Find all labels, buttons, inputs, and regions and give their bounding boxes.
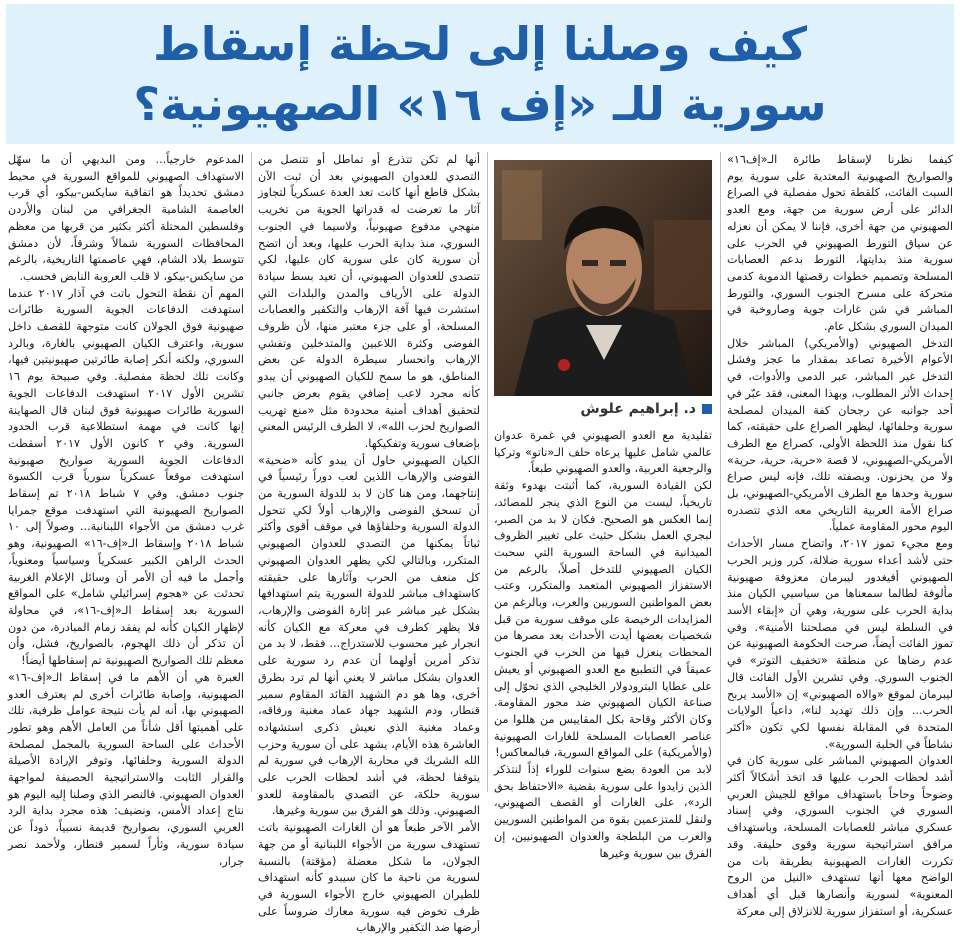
- article-column-2: [494, 428, 712, 860]
- column-divider: [720, 152, 721, 792]
- author-photo: [494, 160, 712, 396]
- col2-paragraph-2: لكن القيادة السورية، كما أثبتت بهدوء وثقة تاريخياً، ليست من النوع الذي ينجر للمصائد، إنما العكس هو الصحيح. فكان لا بد من الصبر، لبجري العمل بشكل حثيث على تغيير الظروف الميدانية في الساحة السورية التي سحبت الكيان الصهيوني للتدخل أصلاً، بالرغم من الاستفزاز الصهيوني المتعمد والمتكرر، وعتب بعض المواطنين السوريين والعرب، وبالرغم من المزايدات الرخيصة على موقف سورية من قبل شخصيات بعضها أيدت الأحداث بعد مصرها من المحطات ينعزل فيها من الحرب في الجنوب عميقاً في التطبيع مع العدو الصهيوني أو يعيش على عطايا البترودولار الخليجي الذي تحوّل إلى صناعة الكيان الصهيوني ضد محور المقاومة. وكان الأكثر وقاحة بكل المقاييس من هللوا من عناصر العصابات المسلحة للغارات الصهيونية (والأمريكية) على المواقع السورية، فبالمعاكس!: [494, 479, 712, 760]
- headline-line-1: كيف وصلنا إلى لحظة إسقاط: [152, 17, 808, 71]
- col3-paragraph-3: الأمر الآخر طبعاً هو أن الغارات الصهيونية باتت تستهدف سورية من الأجواء اللبنانية أو من جهة الجولان، ما شكل معضلة (مؤقتة) بالنسبة لسورية من ناحية ما كان سيبدو كأنه استهداف للطيران الصهيوني خارج الأجواء السورية في ظرف تخوض فيه سورية معارك ضروساً على أرضها ضد التكفير والإرهاب: [258, 821, 480, 935]
- col3-paragraph-2: الكيان الصهيوني حاول أن يبدو كأنه «ضحية» الفوضى والإرهاب اللذين لعب دوراً رئيسياً في إنتاجهما، ومن هنا كان لا بد للدولة السورية من أن تسحق الفوضى والإرهاب أولاً لكي تتحول الدولة السورية وحلفاؤها في موقف أقوى وأكثر ثباتاً يمكنها من التصدي للعدوان الصهيوني المتكرر، وبالتالي لكي يظهر العدوان الصهيوني كل منعف من الحرب وآثارها على حقيقته كاستهداف مباشر للدولة السورية يتم استهدافها بشكل غير مباشر عبر إثارة الفوضى والإرهاب، فلا يظهر كطرف في معركة مع الكيان كأنه انجرار غير محسوب للاستدراج... فقط، لا بد من تذكر أمرين أولهما أن عدم رد سورية على العدوان بشكل مباشر لا يعني أنها لم ترد بطرق أخرى، وها هو دم الشهيد القائد المقاوم سمير قنطار، ودم الشهيد جهاد عماد مغنية ورفاقه، وعماد مغنية الذي نعيش ذكرى استشهاده العاشرة هذه الأيام، يشهد على أن سورية وحزب الله الشريك في محاربة الإرهاب في سورية لم يتوقفا لحظة، في أشد لحظات الحرب على سورية حلكة، عن التصدي بالمقاومة للعدو الصهيوني. وذلك هو الفرق بين سورية وغيرها.: [258, 453, 480, 818]
- article-column-4: [8, 152, 244, 868]
- col1-paragraph-3: ومع مجيء تموز ٢٠١٧، واتضاح مسار الأحداث حتى لأشد أعداء سورية ضلالة، كرر وزير الحرب الصهيوني أفيغدور ليبرمان معزوفة صهيونية مألوفة لطالما سمعناها من سياسيي الكيان منذ بداية الحرب على سورية، وهي أن «إبقاء الأسد في السلطة ليس في مصلحتنا الأمنية». وفي تموز الفائت أيضاً، صرحت الحكومة الصهيونية عن عدم رضاها عن منطقة «تخفيف التوتر» في الجنوب السوري. وفي تشرين الأول الفائت قال ليبرمان لموقع «والاه الصهيوني» إن «الأسد يربح الحرب... وإن ذلك تهديد لنا»، داعياً الولايات المتحدة في المقابلة نفسها لكي تكون «أكثر نشاطاً في الحلبة السورية».: [727, 537, 953, 751]
- col4-paragraph-2: المهم أن نقطة التحول باتت في آذار ٢٠١٧ عندما استهدفت الدفاعات الجوية السورية طائرات صهيونية فوق الجولان كانت متوجهة للقصف داخل سورية، واعترف الكيان الصهيوني بالغارة، وبالرد السوري، ولكنه أنكر إصابة طائرتين صهيونيتين فيها، وكانت تلك لحظة مفصلية. وفي صبيحة يوم ١٦ تشرين الأول ٢٠١٧ استهدفت الدفاعات الجوية السورية طائرات صهيونية فوق لبنان قال الصهاينة إنها كانت في مهمة استطلاعية قرب الحدود السورية. وفي ٢ كانون الأول ٢٠١٧ أسقطت الدفاعات الجوية السورية صواريخ صهيونية استهدفت موقعاً عسكرياً سورياً قرب الكسوة جنوب دمشق. وفي ٧ شباط ٢٠١٨ تم إسقاط الصواريخ الصهيونية التي استهدفت موقع جمرايا غرب دمشق من الأجواء اللبنانية... وصولاً إلى ١٠ شباط ٢٠١٨ وإسقاط الـ«إف-١٦» الصهيونية، وهو الحدث الراهن الكبير عسكرياً وسياسياً ومعنوياً، وأجمل ما فيه أن الأمر أن وسائل الإعلام الغربية تحدثت عن «هجوم إسرائيلي شامل» على المواقع السورية بعد إسقاط الـ«إف-١٦»، في محاولة لإظهار الكيان كأنه لم يفقد زمام المبادرة، من دون أن تذكر أن ذلك الهجوم، بالصواريخ، فشل، وأن معظم تلك الصواريخ الصهيونية تم إسقاطها أيضاً!: [8, 286, 244, 668]
- column-divider: [251, 152, 252, 792]
- headline-line-2: سورية للـ «إف ١٦» الصهيونية؟: [133, 77, 827, 131]
- col3-paragraph-1: أنها لم تكن تتذرع أو تماطل أو تتنصل من التصدي للعدوان الصهيوني بعد أن ثبت الآن بشكل قاطع أنها كانت تعد العدة عسكرياً لتجاوز آثار ما تعرضت له قدراتها الجوية من تخريب منهجي مدفوع صهيونياً، ولاسيما في الجنوب السوري، منذ بداية الحرب عليها، وبعد أن اتضح أن سورية كان على سورية كان عليها، لكي تتصدى للعدوان الصهيوني، أن تعيد بسط سيادة الدولة على الأرياف والمدن والبلدات التي استشرت فيها آفة الإرهاب والتكفير والعصابات المسلحة، أو على جزء معتبر منها، لأن ظروف الفوضى وكثرة اللاعبين والمتدخلين وتفشي الإرهاب وانحسار سيطرة الدولة عن بعض المناطق، هو ما سمح للكيان الصهيوني أن يبدو كأنه مجرد لاعب إضافي يقوم بعرض جانبي لتحقيق أهداف أمنية محدودة مثل «منع تهريب الصواريخ لحزب الله»، لا الطرف الرئيس المعني بإضعاف سورية وتفكيكها.: [258, 153, 480, 450]
- author-portrait-illustration: [494, 160, 712, 396]
- col2-paragraph-3: لابد من العودة بضع سنوات للوراء إذاً لنتذكر الذين زايدوا على سورية بقضية «الاحتفاظ بحق الرد»، على الغارات أو القصف الصهيوني، ولنقل للمتزعمين بقوة من المواطنين السوريين والعرب من البلطجة والعدوان الصهيونيين، إن الفرق بين سورية وغيرها: [494, 763, 712, 860]
- photo-caption: [494, 398, 712, 420]
- author-photo-block: [494, 160, 712, 422]
- col1-paragraph-4: العدوان الصهيوني المباشر على سورية كان في أشد لحظات الحرب عليها قد اتخذ أشكالاً أكثر وضوحاً وحاحاً باستهداف مواقع للجيش العربي السوري في الجنوب السوري، وفي إسناد عسكري مباشر للعصابات المسلحة، وباستهداف مرافق استراتيجية سورية وقوى حليفة. وقد تكررت الغارات الصهيونية بطريقة بات من الواضح معها أنها تستهدف «النيل من الروح المعنوية» لسورية وأنصارها قبل أي أهداف عسكرية، أو استفزاز سورية للانزلاق إلى معركة: [727, 754, 953, 918]
- photo-caption-text: د. إبراهيم علوش: [580, 401, 696, 417]
- headline-banner: [6, 4, 954, 144]
- col4-paragraph-3: العبرة هي أن الأهم ما في إسقاط الـ«إف-١٦» الصهيونية، وإصابة طائرات أخرى لم يعترف العدو الصهيوني بها، أنه لم يأت نتيجة عوامل ظرفية، تلك على أهميتها أقل شأناً من العامل الأهم وهو تطور الأحداث على الساحة السورية بالمجمل لمصلحة الدولة السورية وحلفائها، وتوفر الإرادة الأصيلة والقرار الثابت والاستراتيجية الحصيفة لمواجهة العدوان الصهيوني. فالنصر الذي وصلنا إليه اليوم هو نتاج إعداد الأمس، ونضيف: هذه مجرد بداية الرد العربي السوري، بصواريخ قديمة نسبياً، ذوداً عن سيادة سورية، وثأراً لسمير قنطار، ولأحمد نصر جرار،: [8, 670, 244, 868]
- column-divider: [487, 152, 488, 792]
- col4-paragraph-1: المدعوم خارجياً... ومن البديهي أن ما سهّل الاستهداف الصهيوني للمواقع السورية في محيط دمشق تحديداً هو اتفاقية سايكس-بيكو، أي قرب العاصمة الشامية الجغرافي من لبنان والأردن وفلسطين المحتلة أكثر بكثير من قربها من معظم المحافظات السورية شمالاً وشرقاً، لأن دمشق تتوسط بلاد الشام، فهي عاصمتها التاريخية، بالرغم من سايكس-بيكو، لا قلب العروبة النابض فحسب.: [8, 153, 244, 283]
- article-column-3: [258, 152, 480, 935]
- col1-paragraph-1: كيفما نظرنا لإسقاط طائرة الـ«إف١٦» والصواريخ الصهيونية المعتدية على سورية يوم السبت الفائت، كلقطة تحول مفصلية في الصراع الدائر على أرض سورية من جهة، ومع العدو الصهيوني من جهة أخرى، فإننا لا يمكن أن نعزله عن سياق التورط الصهيوني في الحرب على سورية منذ بدايتها، التورط بدعم العصابات المسلحة وتصميم خطوات رقصتها الدموية كدمى متحركة على مسرح الجنوب السوري، والتورط المباشر في شن غارات جوية وصاروخية في الميدان السوري بشكل عام.: [727, 153, 953, 334]
- col1-paragraph-2: التدخل الصهيوني (والأمريكي) المباشر خلال الأعوام الأخيرة تصاعد بمقدار ما عجز وفشل التدخل غير المباشر، عبر الدمى والأدوات، في إحداث الأثر المطلوب، وبهذا المعنى، فقد عبّر في أحد جوانبه عن رجحان كفة الميدان لمصلحة سورية وحلفائها، ليظهر الصراع على حقيقته، كما كنا نقول منذ اللحظة الأولى، كصراع مع الطرف الأمريكي-الصهيوني، لا قصة «حرية، حرية، حرية» ولا من يحزنون. وبصفته تلك، فإنه ليس صراع سورية وحدها مع الطرف الأمريكي-الصهيوني، بل صراع الأمة العربية التاريخي معه الذي تتصدره اليوم محور المقاومة عملياً.: [727, 336, 953, 534]
- article-column-1: [727, 152, 953, 918]
- caption-square-icon: [702, 404, 712, 414]
- col2-paragraph-1: تقليدية مع العدو الصهيوني في غمرة عدوان عالمي شامل عليها يرعاه حلف الـ«ناتو» وتركيا والرجعية العربية، والعدو الصهيوني طبعاً.: [494, 429, 712, 476]
